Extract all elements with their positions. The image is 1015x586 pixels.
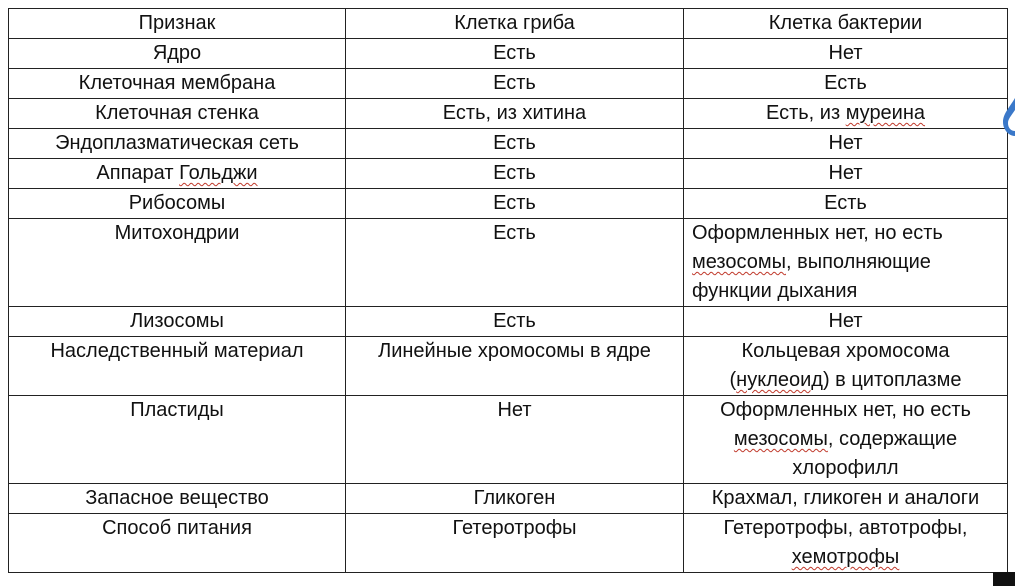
cell-text: , выполняющие (785, 251, 931, 273)
bacteria-cell (684, 337, 1008, 396)
table-row (9, 307, 1008, 337)
cell-line: Оформленных нет, но есть (692, 222, 943, 244)
fungus-cell: Есть (346, 159, 684, 189)
spellcheck-flagged-word[interactable]: нуклеоид (736, 369, 823, 391)
bacteria-cell: Нет (684, 307, 1008, 337)
cell-line: Оформленных нет, но есть (720, 399, 971, 421)
table-row (9, 129, 1008, 159)
cell-line: хлорофилл (792, 457, 899, 479)
fungus-cell: Нет (346, 396, 684, 484)
table-row (9, 39, 1008, 69)
bacteria-cell: Есть (684, 69, 1008, 99)
fungus-cell: Есть (346, 307, 684, 337)
fungus-cell: Есть (346, 69, 684, 99)
fungus-cell: Гликоген (346, 484, 684, 514)
feature-cell: Пластиды (9, 396, 346, 484)
bacteria-cell (684, 219, 1008, 307)
table-row (9, 69, 1008, 99)
cell-line: функции дыхания (692, 280, 858, 302)
cell-line (690, 543, 1001, 572)
feature-cell: Способ питания (9, 514, 346, 573)
table-row (9, 189, 1008, 219)
cell-text: , содержащие (827, 428, 958, 450)
fungus-cell: Есть (346, 129, 684, 159)
bacteria-cell (684, 514, 1008, 573)
bacteria-cell (684, 396, 1008, 484)
fungus-cell: Есть, из хитина (346, 99, 684, 129)
table-row (9, 484, 1008, 514)
bacteria-cell (684, 99, 1008, 129)
cell-text: ) в цитоплазме (822, 369, 962, 391)
cell-line (692, 248, 1001, 277)
feature-cell: Клеточная стенка (9, 99, 346, 129)
feature-cell (9, 159, 346, 189)
feature-cell: Запасное вещество (9, 484, 346, 514)
droplet-icon[interactable] (1001, 98, 1015, 138)
fungus-cell: Гетеротрофы (346, 514, 684, 573)
table-header-row (9, 9, 1008, 39)
feature-cell: Клеточная мембрана (9, 69, 346, 99)
table-row (9, 159, 1008, 189)
bacteria-cell: Нет (684, 129, 1008, 159)
feature-cell: Ядро (9, 39, 346, 69)
feature-cell: Эндоплазматическая сеть (9, 129, 346, 159)
spellcheck-flagged-word[interactable]: мезосомы (692, 251, 786, 273)
bacteria-cell: Есть (684, 189, 1008, 219)
feature-cell: Лизосомы (9, 307, 346, 337)
fungus-cell: Есть (346, 189, 684, 219)
feature-cell: Митохондрии (9, 219, 346, 307)
table-row (9, 337, 1008, 396)
spellcheck-flagged-word[interactable]: хемотрофы (791, 546, 900, 568)
header-cell: Клетка гриба (346, 9, 684, 39)
cell-line (690, 425, 1001, 454)
spellcheck-flagged-word[interactable]: Гольджи (179, 162, 258, 184)
cell-text: ( (729, 369, 737, 391)
spellcheck-flagged-word[interactable]: муреина (845, 102, 926, 124)
feature-cell: Рибосомы (9, 189, 346, 219)
bacteria-cell: Нет (684, 39, 1008, 69)
cell-text: Есть, из (765, 102, 846, 124)
cell-line: Кольцевая хромосома (741, 340, 950, 362)
bacteria-cell: Нет (684, 159, 1008, 189)
fungus-cell: Есть (346, 219, 684, 307)
fungus-cell: Есть (346, 39, 684, 69)
header-cell: Признак (9, 9, 346, 39)
table-row (9, 396, 1008, 484)
table-row (9, 514, 1008, 573)
comparison-table (8, 8, 1008, 573)
cell-text: Аппарат (96, 162, 180, 184)
fungus-cell: Линейные хромосомы в ядре (346, 337, 684, 396)
corner-block (993, 572, 1015, 586)
spellcheck-flagged-word[interactable]: мезосомы (733, 428, 828, 450)
table-row (9, 219, 1008, 307)
table-row (9, 99, 1008, 129)
cell-line (690, 366, 1001, 395)
header-cell: Клетка бактерии (684, 9, 1008, 39)
cell-line: Гетеротрофы, автотрофы, (723, 517, 968, 539)
feature-cell: Наследственный материал (9, 337, 346, 396)
bacteria-cell: Крахмал, гликоген и аналоги (684, 484, 1008, 514)
